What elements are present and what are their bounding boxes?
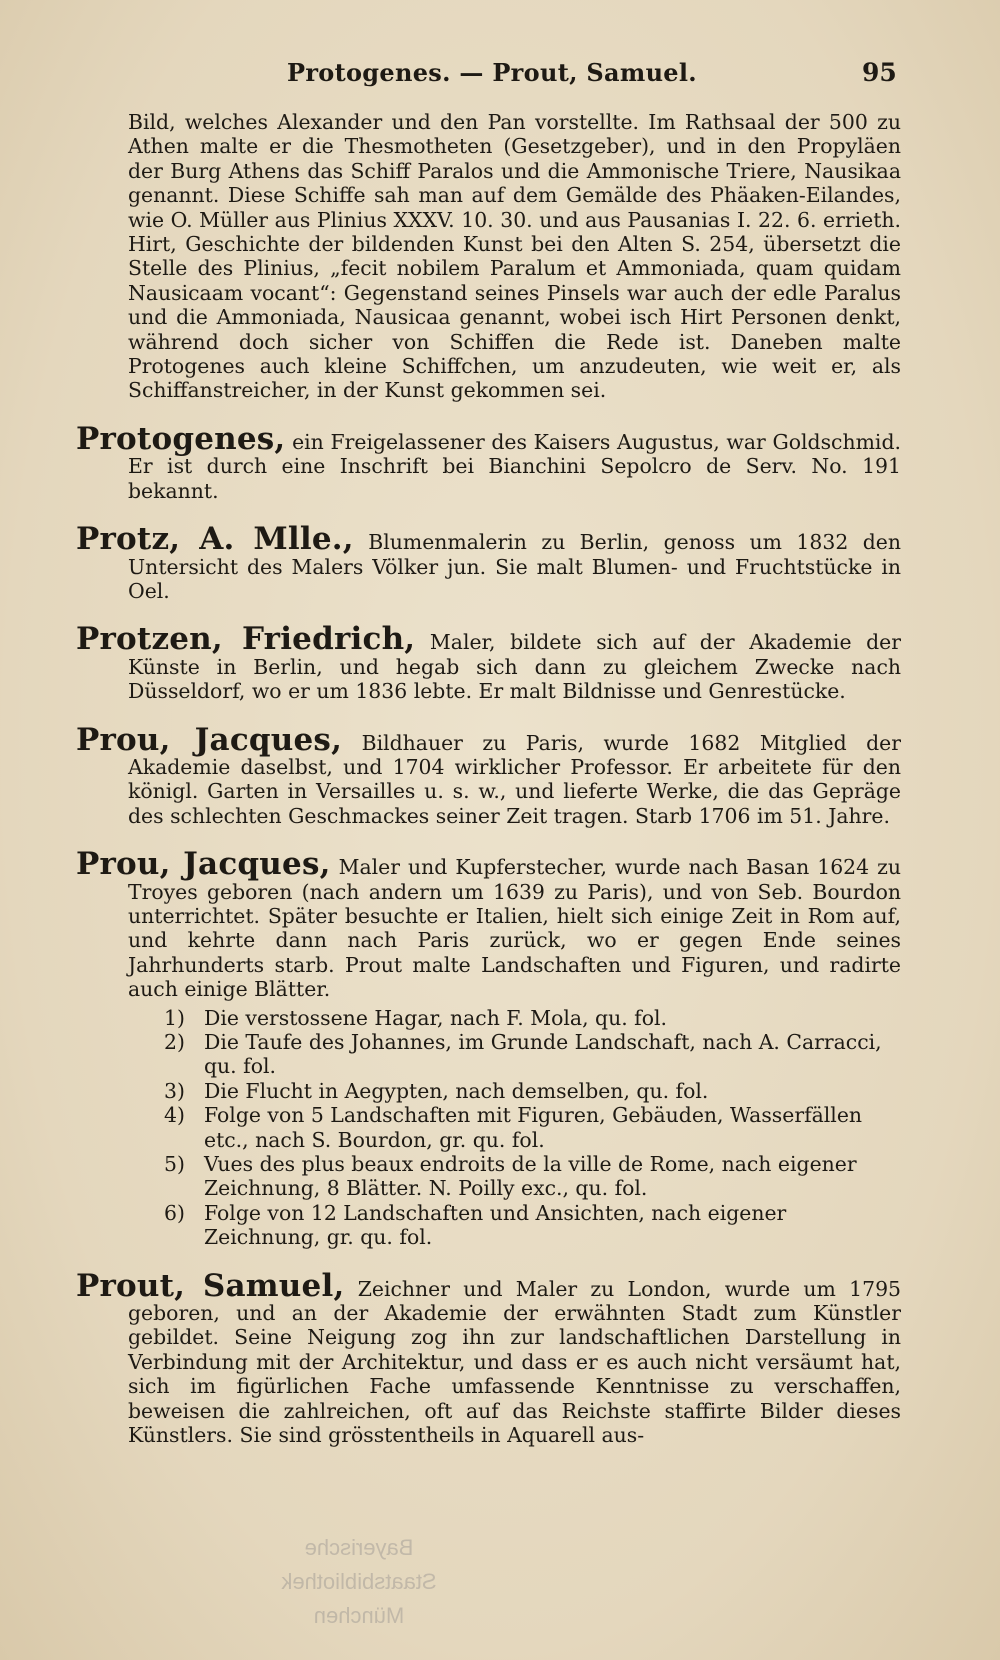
work-number: 6) [164,1200,185,1225]
work-text: Die Flucht in Aegypten, nach demselben, qu. fol. [204,1078,709,1103]
page-content [76,110,901,1472]
entry-headword: Prout, Samuel, [76,1267,345,1304]
work-text: Folge von 5 Landschaften mit Figuren, Gebäuden, Wasserfällen etc., nach S. Bourdon, gr. qu. fol. [204,1103,863,1152]
library-stamp [236,1525,482,1640]
list-item [164,1030,901,1079]
work-text: Die Taufe des Johannes, im Grunde Landschaft, nach A. Carracci, qu. fol. [204,1030,882,1079]
entry-text: Bildhauer zu Paris, wurde 1682 Mitglied der Akademie daselbst, und 1704 wirklicher Professor. Er arbeitete für den königl. Garten in Versailles u. s. w., und lieferte Werke, die das Gepräge des schlechten Geschmackes seiner Zeit tragen. Starb 1706 im 51. Jahre. [128,730,902,828]
work-number: 5) [164,1152,185,1177]
entry-prou-sculptor [76,721,902,829]
entry-headword: Protzen, Friedrich, [76,621,416,658]
stamp-line: Staatsbibliothek [281,1569,437,1594]
entry-text: Zeichner und Maler zu London, wurde um 1795 geboren, und an der Akademie der erwähnten Stadt zum Künstler gebildet. Seine Neigung zog ihn zur landschaftlichen Darstellung in Verbindung mit der Architektur, und dass er es auch nicht versäumt hat, sich im figürlichen Fache umfassende Kenntnisse zu verschaffen, beweisen die zahlreichen, oft auf das Reichste staffirte Bilder dieses Künstlers. Sie sind grösstentheils in Aquarell aus- [128,1276,902,1448]
work-number: 4) [164,1103,185,1128]
work-number: 2) [164,1030,185,1054]
entry-protogenes [76,420,901,503]
work-number: 1) [164,1005,185,1030]
page-number: 95 [862,58,897,87]
entry-headword: Prou, Jacques, [76,721,343,758]
work-text: Die verstossene Hagar, nach F. Mola, qu. fol. [204,1005,668,1030]
work-number: 3) [164,1078,185,1103]
stamp-line: München [313,1603,405,1628]
entry-headword: Protogenes, [76,420,286,457]
list-item [164,1103,901,1152]
entry-prout [76,1267,902,1448]
stamp-line: Bayerische [304,1535,414,1560]
list-item [164,1152,901,1201]
list-item [164,1079,901,1103]
works-list [76,1006,901,1250]
entry-headword: Protz, A. Mlle., [76,521,354,558]
entry-text: ein Freigelassener des Kaisers Augustus, war Goldschmid. Er ist durch eine Inschrift bei Bianchini Sepolcro de Serv. No. 191 bekannt. [128,429,901,503]
entry-protzen [76,621,901,704]
continued-text: Bild, welches Alexander und den Pan vorstellte. Im Rathsaal der 500 zu Athen malte er die Thesmotheten (Gesetzgeber), und in den Propyläen der Burg Athens das Schiff Paralos und die Ammonische Triere, Nausikaa genannt. Diese Schiffe sah man auf dem Gemälde des Phäaken-Eilandes, wie O. Müller aus Plinius XXXV. 10. 30. und aus Pausanias I. 22. 6. errieth. Hirt, Geschichte der bildenden Kunst bei den Alten S. 254, übersetzt die Stelle des Plinius, „fecit nobilem Paralum et Ammoniada, quam quidam Nausicaam vocant“: Gegenstand seines Pinsels war auch der edle Paralus und die Ammoniada, Nausicaa genannt, wobei isch Hirt Personen denkt, während doch sicher von Schiffen die Rede ist. Daneben malte Protogenes auch kleine Schiffchen, um anzudeuten, wie weit er, als Schiffanstreicher, in der Kunst gekommen sei. [128,110,901,403]
entry-protz [76,521,901,603]
list-item [164,1201,901,1250]
entry-headword: Prou, Jacques, [76,846,331,883]
continued-entry [76,110,901,403]
list-item [164,1006,901,1030]
entry-text: Blumenmalerin zu Berlin, genoss um 1832 den Untersicht des Malers Völker jun. Sie malt Blumen- und Fruchtstücke in Oel. [128,530,901,603]
work-text: Vues des plus beaux endroits de la ville de Rome, nach eigener Zeichnung, 8 Blätter. N. Poilly exc., qu. fol. [204,1152,857,1201]
entry-text: Maler und Kupferstecher, wurde nach Basan 1624 zu Troyes geboren (nach andern um 1639 zu Paris), und von Seb. Bourdon unterrichtet. Später besuchte er Italien, hielt sich einige Zeit in Rom auf, und kehrte dann nach Paris zurück, wo er gegen Ende seines Jahrhunderts starb. Prout malte Landschaften und Figuren, und radirte auch einige Blätter. [128,855,901,1002]
page-header [0,56,1000,96]
entry-text: Maler, bildete sich auf der Akademie der Künste in Berlin, und hegab sich dann zu gleichem Zwecke nach Düsseldorf, wo er um 1836 lebte. Er malt Bildnisse und Genrestücke. [128,630,901,704]
running-head: Protogenes. — Prout, Samuel. [287,58,697,87]
entry-prou-painter [76,846,901,1250]
work-text: Folge von 12 Landschaften und Ansichten, nach eigener Zeichnung, gr. qu. fol. [204,1200,787,1250]
